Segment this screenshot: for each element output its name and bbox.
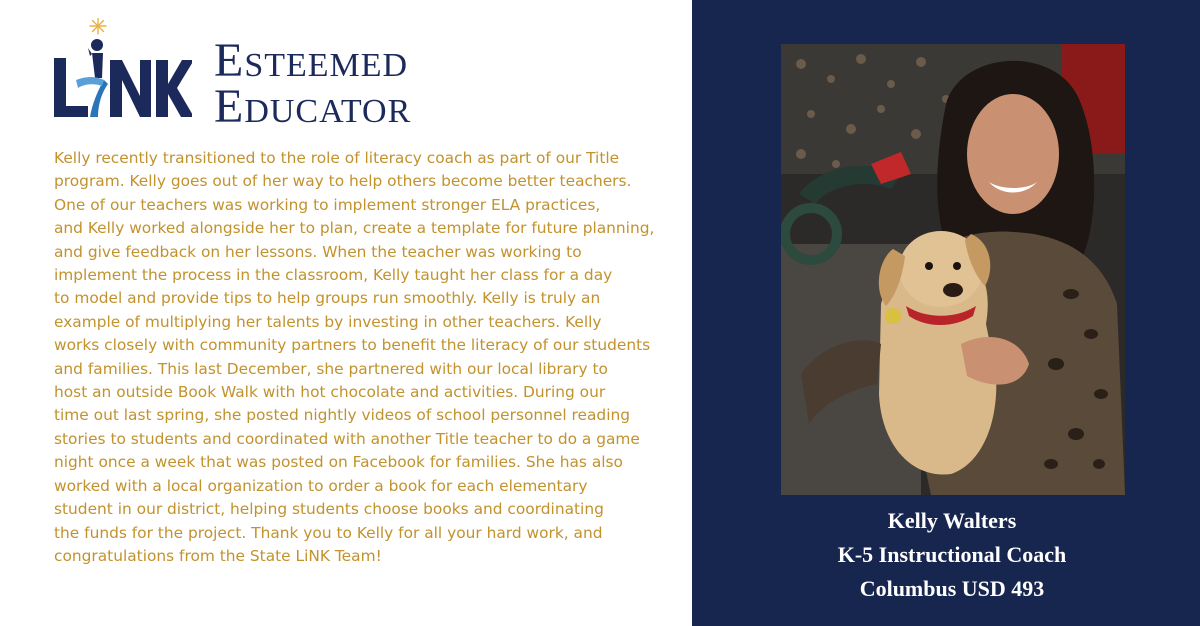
text-line: host an outside Book Walk with hot chocolate and activities. During our [54, 383, 606, 402]
portrait-photo [781, 44, 1125, 495]
link-logo [52, 18, 192, 122]
text-line: night once a week that was posted on Facebook for families. She has also [54, 453, 623, 472]
logo-letter-l [54, 58, 88, 117]
text-line: example of multiplying her talents by investing in other teachers. Kelly [54, 312, 602, 331]
testimonial-text [54, 147, 674, 568]
text-line: One of our teachers was working to implement stronger ELA practices, [54, 195, 601, 214]
text-line: congratulations from the State LiNK Team! [54, 546, 382, 565]
title-line-1: Esteemed [214, 34, 409, 87]
text-line: Kelly recently transitioned to the role of literacy coach as part of our Title [54, 149, 620, 167]
title-line-2: Educator [214, 80, 412, 133]
text-line: and give feedback on her lessons. When the teacher was working to [54, 242, 582, 261]
page-title [214, 34, 412, 133]
educator-role: K-5 Instructional Coach [837, 542, 1067, 567]
text-line: implement the process in the classroom, Kelly taught her class for a day [54, 266, 613, 285]
text-line: time out last spring, she posted nightly videos of school personnel reading [54, 406, 630, 425]
text-line: student in our district, helping students choose books and coordinating [54, 500, 604, 519]
educator-name: Kelly Walters [887, 508, 1017, 533]
logo-letter-n [110, 60, 151, 117]
caption [692, 504, 1200, 606]
text-line: to model and provide tips to help groups run smoothly. Kelly is truly an [54, 289, 601, 308]
sparkle-icon [90, 18, 106, 34]
text-line: program. Kelly goes out of her way to help others become better teachers. [54, 172, 632, 191]
text-line: the funds for the project. Thank you to Kelly for all your hard work, and [54, 523, 603, 542]
text-line: worked with a local organization to order a book for each elementary [54, 476, 588, 495]
reader-figure-icon [76, 39, 108, 117]
logo-letter-k [156, 60, 192, 117]
educator-district: Columbus USD 493 [859, 576, 1045, 601]
text-line: and families. This last December, she partnered with our local library to [54, 359, 608, 378]
text-line: and Kelly worked alongside her to plan, create a template for future planning, [54, 219, 655, 238]
text-line: works closely with community partners to benefit the literacy of our students [54, 336, 651, 355]
text-line: stories to students and coordinated with another Title teacher to do a game [54, 429, 640, 448]
